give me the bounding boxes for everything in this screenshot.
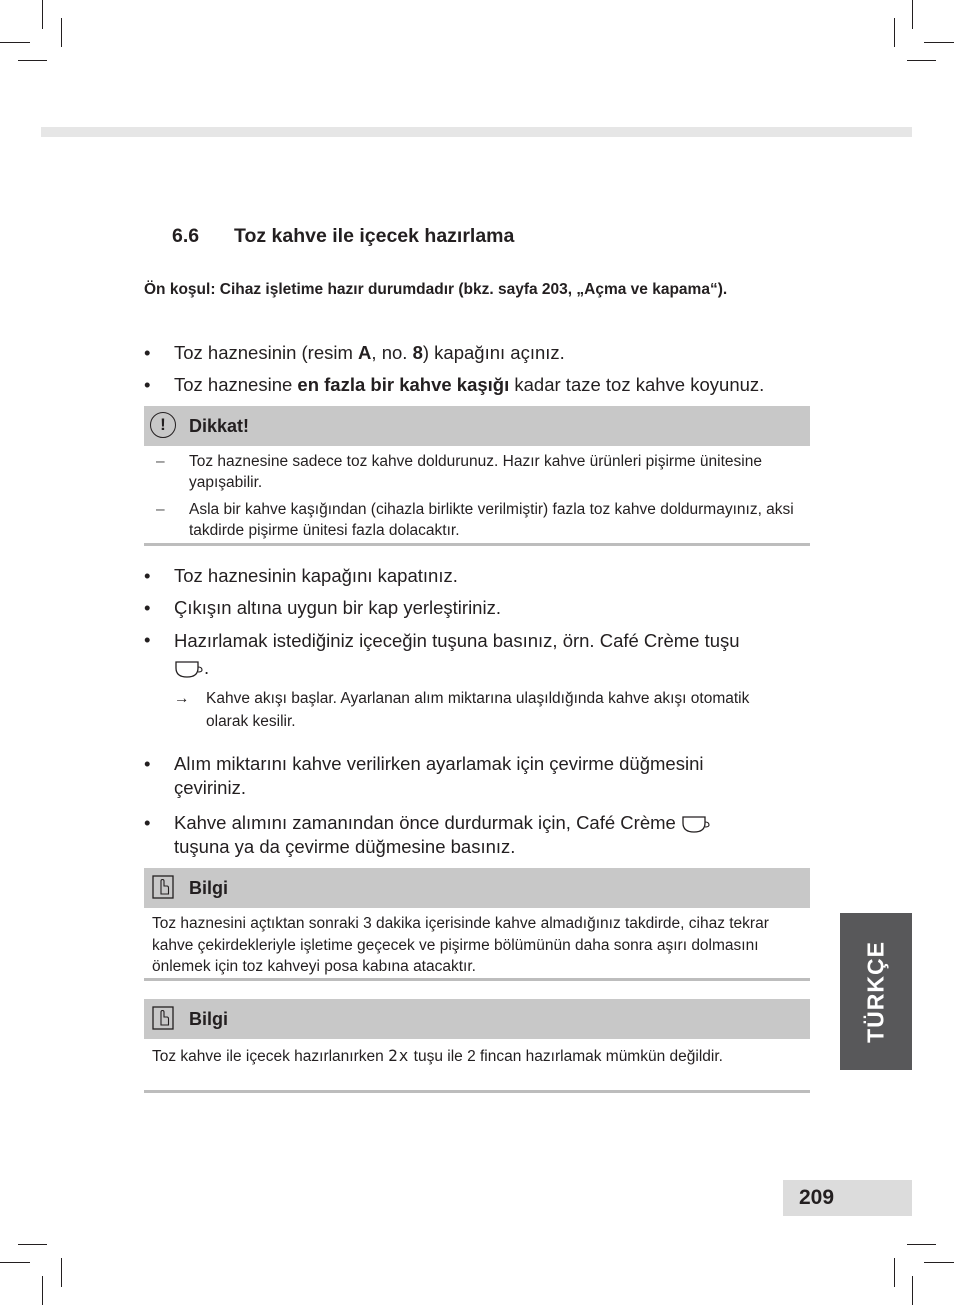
crop-mark xyxy=(912,1276,913,1305)
crop-mark xyxy=(907,60,936,61)
info-title: Bilgi xyxy=(189,878,228,898)
bullet-mark: • xyxy=(144,565,151,586)
crop-mark xyxy=(894,18,895,47)
page-number-box xyxy=(783,1180,912,1216)
bullet-mark: • xyxy=(144,374,151,395)
step-text: Hazırlamak istediğiniz içeceğin tuşuna basınız, örn. Café Crème tuşu . xyxy=(174,627,814,681)
page-number: 209 xyxy=(799,1186,835,1209)
step-text: Toz haznesine en fazla bir kahve kaşığı kadar taze toz kahve koyunuz. xyxy=(174,374,765,395)
two-cups-symbol: 2x xyxy=(388,1046,410,1065)
hand-pointer-icon xyxy=(150,1005,176,1031)
crop-mark xyxy=(894,1258,895,1287)
step-period: . xyxy=(204,657,210,678)
bullet-mark: • xyxy=(144,342,151,363)
crop-mark xyxy=(18,1244,47,1245)
exclamation-icon: ! xyxy=(150,412,176,438)
header-bar xyxy=(41,127,912,137)
crop-mark xyxy=(924,1262,954,1263)
crop-mark xyxy=(61,18,62,47)
bullet-mark: • xyxy=(144,753,151,774)
info-text: Toz haznesini açtıktan sonraki 3 dakika içerisinde kahve almadığınız takdirde, cihaz tekrar kahve çekirdekleriyle işletime geçecek ve pişirme bölümünün daha sonra aşırı dolmasını önlemek için toz kahveyi posa kabına atacaktır. xyxy=(152,915,769,975)
language-tab xyxy=(840,913,912,1070)
step-text: Kahve alımını zamanından önce durdurmak için, Café Crème tuşuna ya da çevirme düğmesine basınız. xyxy=(174,811,814,859)
crop-mark xyxy=(42,1276,43,1305)
crop-mark xyxy=(42,0,43,29)
hand-pointer-icon xyxy=(150,874,176,900)
info-header xyxy=(144,868,810,908)
info-bottom-rule xyxy=(144,978,810,981)
info-header xyxy=(144,999,810,1039)
crop-mark xyxy=(0,42,30,43)
arrow-mark: → xyxy=(174,690,190,707)
warning-item-text: Toz haznesine sadece toz kahve doldurunuz. Hazır kahve ürünleri pişirme ünitesine yapışabilir. xyxy=(189,453,762,491)
info-title: Bilgi xyxy=(189,1009,228,1029)
info-bottom-rule xyxy=(144,1090,810,1093)
language-label: TÜRKÇE xyxy=(862,940,889,1043)
bullet-mark: • xyxy=(144,629,151,650)
info-text: Toz kahve ile içecek hazırlanırken 2x tuşu ile 2 fincan hazırlamak mümkün değildir. xyxy=(152,1046,723,1065)
warning-bottom-rule xyxy=(144,543,810,546)
section-heading xyxy=(172,225,514,248)
warning-title: Dikkat! xyxy=(189,416,250,436)
cafe-creme-cup-icon xyxy=(681,813,711,835)
dash-mark: – xyxy=(156,453,165,470)
cafe-creme-cup-icon xyxy=(174,658,204,680)
result-text: Kahve akışı başlar. Ayarlanan alım miktarına ulaşıldığında kahve akışı otomatik olarak kesilir. xyxy=(206,690,750,730)
step-text: Toz haznesinin kapağını kapatınız. xyxy=(174,565,458,586)
bullet-mark: • xyxy=(144,597,151,618)
warning-item-text: Asla bir kahve kaşığından (cihazla birlikte verilmiştir) fazla toz kahve doldurmayınız, aksi takdirde pişirme ünitesi fazla dolacaktır. xyxy=(189,501,794,539)
step-text: Çıkışın altına uygun bir kap yerleştiriniz. xyxy=(174,597,501,618)
crop-mark xyxy=(0,1262,30,1263)
crop-mark xyxy=(61,1258,62,1287)
crop-mark xyxy=(924,42,954,43)
dash-mark: – xyxy=(156,501,165,518)
crop-mark xyxy=(907,1244,936,1245)
crop-mark xyxy=(18,60,47,61)
step-text: Toz haznesinin (resim A, no. 8) kapağını açınız. xyxy=(174,342,565,363)
step-text: Alım miktarını kahve verilirken ayarlamak için çevirme düğmesini çeviriniz. xyxy=(174,753,704,798)
section-number: 6.6 xyxy=(172,225,200,247)
section-title: Toz kahve ile içecek hazırlama xyxy=(234,225,515,247)
crop-mark xyxy=(912,0,913,29)
bullet-mark: • xyxy=(144,812,151,833)
warning-header xyxy=(144,406,810,446)
prerequisite-note: Ön koşul: Cihaz işletime hazır durumdadır (bkz. sayfa 203, „Açma ve kapama“). xyxy=(144,281,728,298)
